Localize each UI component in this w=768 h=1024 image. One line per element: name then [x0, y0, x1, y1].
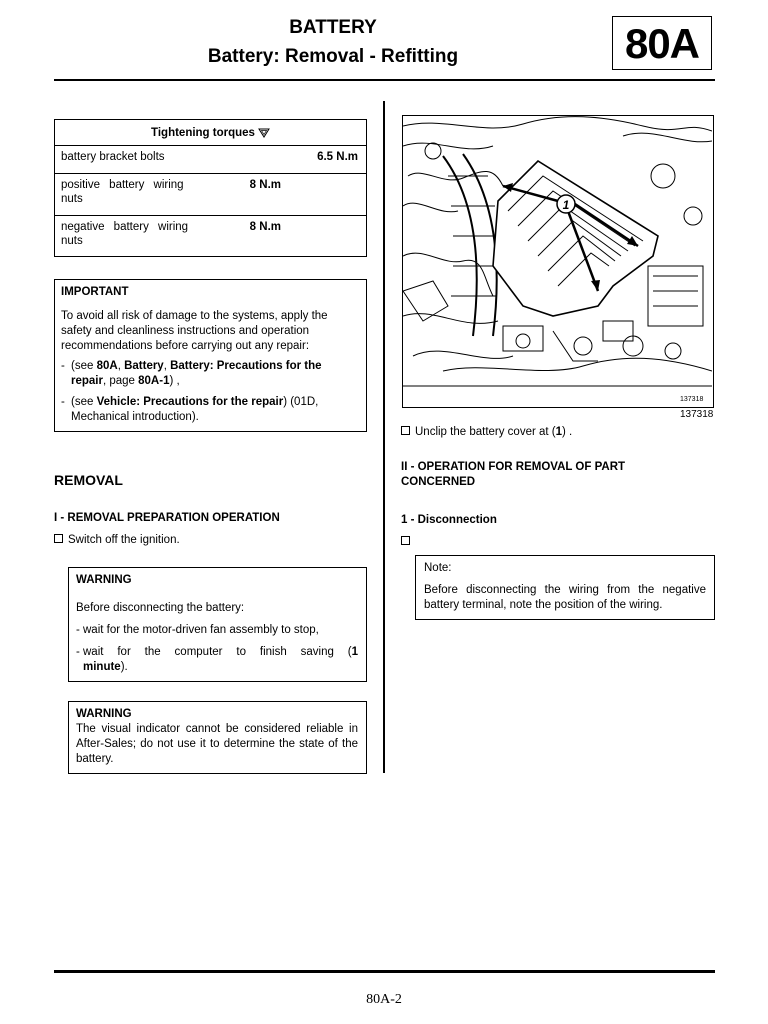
header-divider	[54, 79, 715, 81]
disconnection-bullet	[401, 535, 415, 550]
figure-code-inner: 137318	[680, 396, 704, 403]
warning-text: The visual indicator cannot be considered reliable in After-Sales; do not use it to determine the state of the battery.	[76, 723, 358, 765]
warning-box-2	[68, 701, 367, 774]
warning-heading: WARNING	[76, 574, 132, 586]
important-text: To avoid all risk of damage to the systems, apply the safety and cleanliness instructions and operation recommendations before carrying out any repair:	[61, 310, 328, 352]
torque-value: 6.5 N.m	[317, 151, 358, 163]
torque-row	[55, 216, 366, 256]
warning-item-2: - wait for the computer to finish saving (1 minute).	[76, 646, 358, 673]
torque-table-header	[55, 120, 366, 146]
torque-label: battery bracket bolts	[61, 151, 165, 163]
footer-divider	[54, 970, 715, 973]
disconnection-heading: 1 - Disconnection	[401, 514, 497, 526]
step1-instruction: Switch off the ignition.	[54, 533, 180, 548]
checkbox-bullet-icon	[401, 536, 410, 545]
warning-intro: Before disconnecting the battery:	[76, 602, 245, 614]
callout-label: 1	[562, 198, 570, 212]
unclip-instruction: Unclip the battery cover at (1) .	[401, 425, 572, 440]
important-ref-1: - (see 80A, Battery, Battery: Precautions for the repair, page 80A-1) ,	[61, 360, 322, 387]
note-heading: Note:	[424, 562, 452, 574]
note-box	[415, 555, 715, 620]
torque-heading: Tightening torques	[151, 126, 255, 139]
column-divider	[383, 101, 385, 773]
checkbox-bullet-icon	[401, 426, 410, 435]
page-subtitle: Battery: Removal - Refitting	[207, 46, 459, 67]
torque-row	[55, 174, 366, 216]
important-ref-2: - (see Vehicle: Precautions for the repair) (01D, Mechanical introduction).	[61, 396, 319, 423]
engine-drawing	[403, 116, 712, 406]
figure-code: 137318	[680, 409, 714, 420]
torque-row	[55, 146, 366, 174]
note-text: Before disconnecting the wiring from the negative battery terminal, note the position of the wiring.	[424, 584, 706, 611]
page-number: 80A-2	[366, 992, 402, 1007]
important-box	[54, 279, 367, 432]
removal-heading: REMOVAL	[54, 472, 123, 488]
warning-box-1	[68, 567, 367, 682]
torque-value: 8 N.m	[249, 179, 281, 191]
checkbox-bullet-icon	[54, 534, 63, 543]
warning-heading: WARNING	[76, 708, 132, 720]
warning-item-1: - wait for the motor-driven fan assembly to stop,	[76, 624, 319, 636]
engine-bay-illustration	[402, 115, 714, 408]
section-code-badge: 80A	[612, 16, 712, 70]
torque-label: negative battery wiring nuts	[61, 221, 189, 247]
triangle-down-icon	[258, 128, 270, 138]
torque-value: 8 N.m	[249, 221, 281, 233]
step1-heading: I - REMOVAL PREPARATION OPERATION	[54, 512, 280, 524]
page-title: BATTERY	[289, 17, 377, 38]
torque-table	[54, 119, 367, 257]
important-heading: IMPORTANT	[61, 286, 129, 298]
torque-label: positive battery wiring nuts	[61, 179, 184, 205]
step2-heading: II - OPERATION FOR REMOVAL OF PART CONCERNED	[401, 461, 626, 488]
